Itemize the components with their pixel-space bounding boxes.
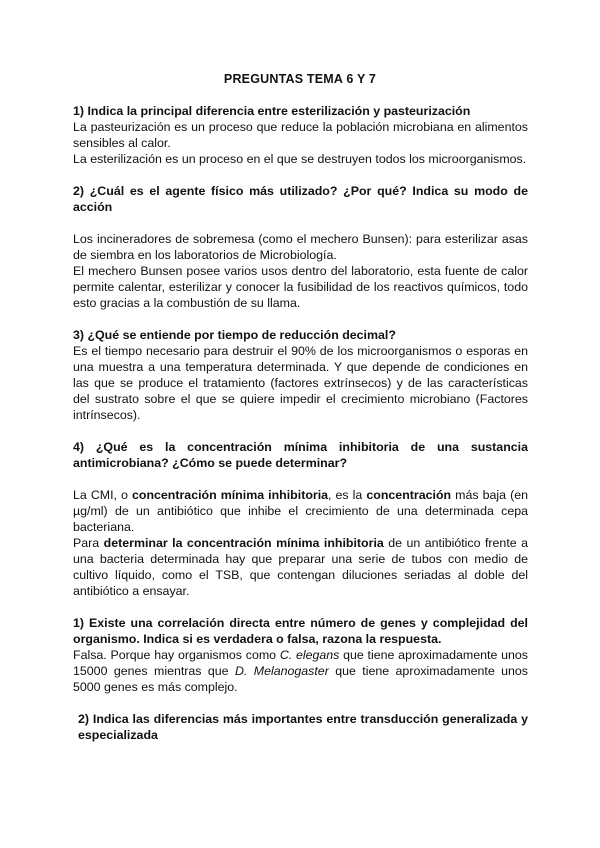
question-3-heading: 3) ¿Qué se entiende por tiempo de reducción decimal? (73, 328, 396, 342)
text-run: de un antibiótico frente a una bacteria determinada hay que preparar una serie de tubos con medio de cultivo líquido, como el TSB, que contengan diluciones seriadas al doble del antibiótico a ensayar. (73, 536, 528, 598)
question-1-answer-line-2: La esterilización es un proceso en el que se destruyen todos los microorganismos. (73, 152, 527, 166)
question-1-answer-line-1: La pasteurización es un proceso que reduce la población microbiana en alimentos sensibles al calor. (73, 120, 528, 150)
question-4-answer-paragraph-2 (73, 535, 528, 599)
question-5-heading: 1) Existe una correlación directa entre número de genes y complejidad del organismo. Indica si es verdadera o falsa, razona la respuesta. (73, 616, 528, 646)
question-3-answer: Es el tiempo necesario para destruir el 90% de los microorganismos o esporas en una muestra a una temperatura determinada. Y que depende de condiciones en las que se produce el tratamiento (factores extrínsecos) y de las características del sustrato sobre el que se quiere impedir el crecimiento microbiano (Factores intrínsecos). (73, 344, 528, 422)
text-run: Falsa. Porque hay organismos como (73, 648, 280, 662)
question-2-answer-paragraph-1: Los incineradores de sobremesa (como el mechero Bunsen): para esterilizar asas de siembra en los laboratorios de Microbiología. (73, 232, 528, 262)
page-title: PREGUNTAS TEMA 6 Y 7 (223, 72, 377, 86)
text-run: que tiene aproximadamente unos 5000 genes es más complejo. (73, 664, 528, 694)
question-5-answer (73, 647, 528, 695)
bold-term: concentración mínima inhibitoria (131, 488, 329, 502)
question-2-section (73, 183, 528, 311)
text-run: que tiene aproximadamente unos 15000 genes mientras que (73, 648, 528, 678)
text-run: , es la (328, 488, 367, 502)
question-2-answer-paragraph-2: El mechero Bunsen posee varios usos dentro del laboratorio, esta fuente de calor permite calentar, esterilizar y conocer la fusibilidad de los reactivos químicos, todo esto gracias a la combustión de su llama. (73, 264, 528, 310)
italic-species: D. Melanogaster (234, 664, 329, 678)
bold-term: determinar la concentración mínima inhibitoria (103, 536, 384, 550)
question-3-section (73, 327, 528, 423)
question-4-answer-paragraph-1 (73, 487, 528, 535)
question-6-heading: 2) Indica las diferencias más importantes entre transducción generalizada y especializada (78, 712, 528, 742)
question-5-section (73, 615, 528, 695)
question-4-section (73, 439, 528, 599)
question-2-heading: 2) ¿Cuál es el agente físico más utilizado? ¿Por qué? Indica su modo de acción (73, 184, 528, 214)
text-run: más baja (en µg/ml) de un antibiótico que inhibe el crecimiento de una determinada cepa bacteriana. (73, 488, 528, 534)
question-6-section (78, 711, 528, 743)
text-run: Para (73, 536, 104, 550)
bold-term: concentración (366, 488, 452, 502)
question-1-section (73, 103, 528, 167)
text-run: La CMI, o (73, 488, 132, 502)
italic-species: C. elegans (279, 648, 340, 662)
question-4-heading: 4) ¿Qué es la concentración mínima inhibitoria de una sustancia antimicrobiana? ¿Cómo se puede determinar? (73, 440, 528, 470)
question-1-heading: 1) Indica la principal diferencia entre esterilización y pasteurización (73, 104, 471, 118)
